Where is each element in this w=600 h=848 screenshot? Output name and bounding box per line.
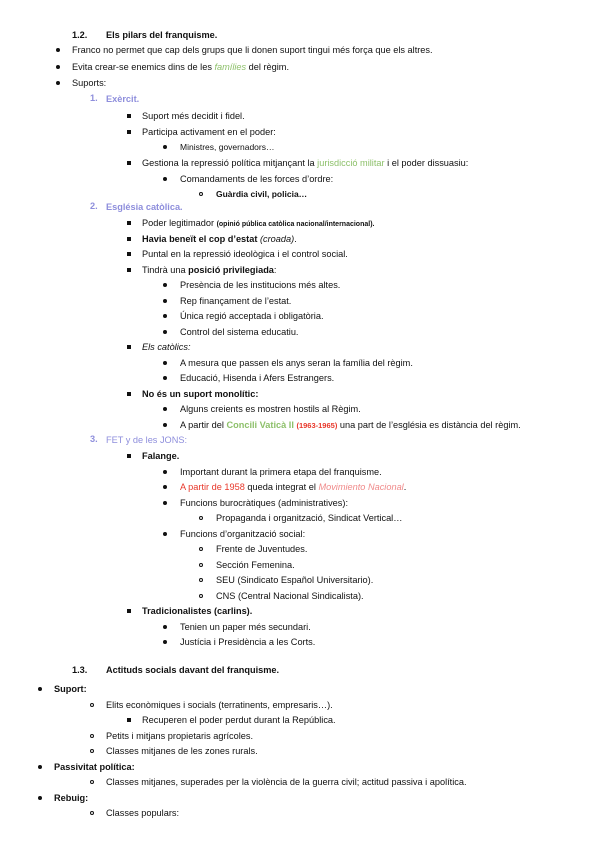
year-1958-highlight: A partir de 1958 xyxy=(180,482,245,492)
catolics-label: Els catòlics: xyxy=(142,342,191,352)
intro-line-1: Franco no permet que cap dels grups que li donen suport tingui més força que els altres. xyxy=(72,45,433,55)
circle-bullet-icon xyxy=(199,516,203,520)
section-title-1-2: Els pilars del franquisme. xyxy=(106,30,218,40)
circle-bullet-icon xyxy=(199,563,203,567)
circle-bullet-icon xyxy=(90,734,94,738)
trad-item-2: Justícia i Presidència a les Corts. xyxy=(180,637,316,647)
bullet-icon xyxy=(163,485,167,489)
bullet-icon xyxy=(163,376,167,380)
circle-bullet-icon xyxy=(199,547,203,551)
intro-line-2: Evita crear-se enemics dins de les famílies del règim. xyxy=(72,62,290,72)
org-item-3: SEU (Sindicato Español Universitario). xyxy=(216,575,374,585)
org-item-2: Sección Femenina. xyxy=(216,560,295,570)
org-label: Funcions d’organització social: xyxy=(180,529,306,539)
bullet-icon xyxy=(163,532,167,536)
concili-highlight: Concili Vaticà II xyxy=(226,420,294,430)
square-bullet-icon xyxy=(127,237,131,241)
exercit-guardia: Guàrdia civil, policia… xyxy=(216,189,308,199)
falange-2: A partir de 1958 queda integrat el Movimiento Nacional. xyxy=(180,482,407,492)
suport-label: Suport: xyxy=(54,684,87,694)
org-item-4: CNS (Central Nacional Sindicalista). xyxy=(216,591,364,601)
suport-item-1: Elits econòmiques i socials (terratinents, empresaris…). xyxy=(106,700,333,710)
trad-item-1: Tenien un paper més secundari. xyxy=(180,622,311,632)
catolics-2: Educació, Hisenda i Afers Estrangers. xyxy=(180,373,335,383)
fet-number: 3. xyxy=(90,434,98,444)
bullet-icon xyxy=(38,796,42,800)
movimiento-highlight: Movimiento Nacional xyxy=(318,482,404,492)
buro-item: Propaganda i organització, Sindicat Vertical… xyxy=(216,513,403,523)
square-bullet-icon xyxy=(127,130,131,134)
bullet-icon xyxy=(163,330,167,334)
bullet-icon xyxy=(163,625,167,629)
esglesia-havia: Havia beneït el cop d’estat (croada). xyxy=(142,234,297,244)
square-bullet-icon xyxy=(127,345,131,349)
passivitat-item: Classes mitjanes, superades per la violència de la guerra civil; actitud passiva i apolítica. xyxy=(106,777,467,787)
exercit-item-repressio: Gestiona la repressió política mitjançant la jurisdicció militar i el poder dissuasiu: xyxy=(142,158,469,168)
square-bullet-icon xyxy=(127,454,131,458)
suport-item-3: Petits i mitjans propietaris agrícoles. xyxy=(106,731,254,741)
privilegi-1: Presència de les institucions més altes. xyxy=(180,280,341,290)
org-item-1: Frente de Juventudes. xyxy=(216,544,308,554)
circle-bullet-icon xyxy=(199,578,203,582)
bullet-icon xyxy=(163,299,167,303)
exercit-heading: Exèrcit. xyxy=(106,94,140,104)
catolics-1: A mesura que passen els anys seran la família del règim. xyxy=(180,358,413,368)
esglesia-poder: Poder legitimador (opinió pública catòlica nacional/internacional). xyxy=(142,218,375,228)
bullet-icon xyxy=(163,361,167,365)
privilegi-2: Rep finançament de l’estat. xyxy=(180,296,292,306)
passivitat-label: Passivitat política: xyxy=(54,762,135,772)
bullet-icon xyxy=(163,501,167,505)
esglesia-tindra: Tindrà una posició privilegiada: xyxy=(142,265,277,275)
fet-heading: FET y de les JONS: xyxy=(106,435,188,445)
section-title-1-3: Actituds socials davant del franquisme. xyxy=(106,665,280,675)
suports-label: Suports: xyxy=(72,78,107,88)
square-bullet-icon xyxy=(127,221,131,225)
esglesia-puntal: Puntal en la repressió ideològica i el control social. xyxy=(142,249,348,259)
suport-item-4: Classes mitjanes de les zones rurals. xyxy=(106,746,258,756)
bullet-icon xyxy=(38,687,42,691)
section-number-1-2: 1.2. xyxy=(72,30,88,40)
square-bullet-icon xyxy=(127,252,131,256)
monolitic-1: Alguns creients es mostren hostils al Règim. xyxy=(180,404,361,414)
exercit-ministres: Ministres, governadors… xyxy=(180,142,275,152)
esglesia-number: 2. xyxy=(90,201,98,211)
bullet-icon xyxy=(163,314,167,318)
monolitic-2: A partir del Concili Vaticà II (1963-1965) una part de l’església es distància del règim. xyxy=(180,420,521,430)
trad-label: Tradicionalistes (carlins). xyxy=(142,606,253,616)
circle-bullet-icon xyxy=(90,811,94,815)
privilegi-3: Única regió acceptada i obligatòria. xyxy=(180,311,324,321)
square-bullet-icon xyxy=(127,392,131,396)
square-bullet-icon xyxy=(127,114,131,118)
rebuig-item: Classes populars: xyxy=(106,808,180,818)
circle-bullet-icon xyxy=(199,192,203,196)
square-bullet-icon xyxy=(127,161,131,165)
bullet-icon xyxy=(56,48,60,52)
square-bullet-icon xyxy=(127,718,131,722)
falange-label: Falange. xyxy=(142,451,180,461)
concili-years: (1963-1965) xyxy=(296,421,338,430)
exercit-item-1: Suport més decidit i fidel. xyxy=(142,111,245,121)
esglesia-heading: Església catòlica. xyxy=(106,202,183,212)
bullet-icon xyxy=(56,81,60,85)
bullet-icon xyxy=(38,765,42,769)
circle-bullet-icon xyxy=(90,703,94,707)
falange-1: Important durant la primera etapa del franquisme. xyxy=(180,467,382,477)
suport-item-2: Recuperen el poder perdut durant la República. xyxy=(142,715,336,725)
circle-bullet-icon xyxy=(90,780,94,784)
families-highlight: famílies xyxy=(214,62,247,72)
exercit-comandaments: Comandaments de les forces d’ordre: xyxy=(180,174,334,184)
bullet-icon xyxy=(163,177,167,181)
bullet-icon xyxy=(163,283,167,287)
buro-label: Funcions burocràtiques (administratives): xyxy=(180,498,348,508)
exercit-number: 1. xyxy=(90,93,98,103)
monolitic-label: No és un suport monolític: xyxy=(142,389,259,399)
bullet-icon xyxy=(163,407,167,411)
rebuig-label: Rebuig: xyxy=(54,793,89,803)
circle-bullet-icon xyxy=(90,749,94,753)
bullet-icon xyxy=(163,423,167,427)
jurisdiccio-highlight: jurisdicció militar xyxy=(317,158,385,168)
circle-bullet-icon xyxy=(199,594,203,598)
square-bullet-icon xyxy=(127,268,131,272)
bullet-icon xyxy=(163,640,167,644)
privilegi-4: Control del sistema educatiu. xyxy=(180,327,299,337)
exercit-item-2: Participa activament en el poder: xyxy=(142,127,276,137)
bullet-icon xyxy=(56,65,60,69)
square-bullet-icon xyxy=(127,609,131,613)
section-number-1-3: 1.3. xyxy=(72,665,88,675)
bullet-icon xyxy=(163,145,167,149)
bullet-icon xyxy=(163,470,167,474)
